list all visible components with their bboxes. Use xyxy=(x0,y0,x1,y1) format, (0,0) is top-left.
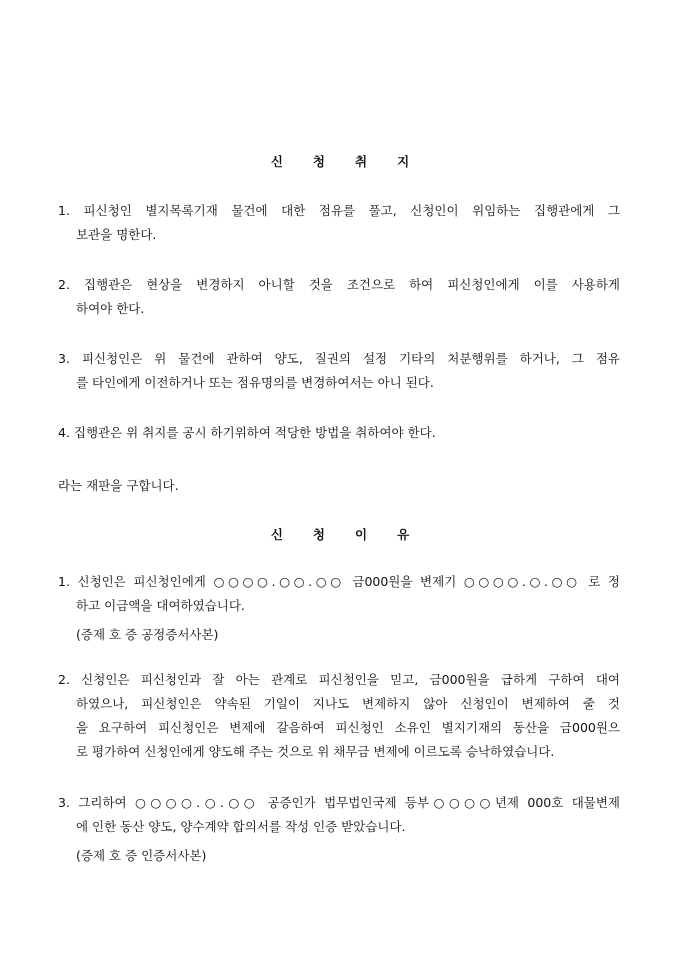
heading-char: 청 xyxy=(312,527,325,542)
reasons-item-3-evidence: (증제 호 증 인증서사본) xyxy=(76,848,207,863)
reasons-item-line: 로 평가하여 신청인에게 양도해 주는 것으로 위 채무금 변제에 이르도록 승낙하였습니다. xyxy=(76,744,555,759)
reasons-item-line: 에 인한 동산 양도, 양수계약 합의서를 작성 인증 받았습니다. xyxy=(76,819,406,834)
purpose-item-line: 4. 집행관은 위 취지를 공시 하기위하여 적당한 방법을 취하여야 한다. xyxy=(58,425,436,440)
purpose-item-line: 를 타인에게 이전하거나 또는 점유명의를 변경하여서는 아니 된다. xyxy=(76,375,434,390)
purpose-item-2 xyxy=(58,273,620,321)
heading-char: 신 xyxy=(270,527,283,542)
reasons-item-line: 2. 신청인은 피신청인과 잘 아는 관계로 피신청인을 믿고, 금000원을 급하게 구하여 대여 xyxy=(58,672,620,687)
reasons-item-3 xyxy=(58,791,620,839)
reasons-item-line: 을 요구하여 피신청인은 변제에 갈음하여 피신청인 소유인 별지기재의 동산을 금000원으 xyxy=(76,720,620,735)
purpose-closing: 라는 재판을 구합니다. xyxy=(58,478,179,493)
purpose-item-line: 2. 집행관은 현상을 변경하지 아니할 것을 조건으로 하여 피신청인에게 이를 사용하게 xyxy=(58,277,620,292)
reasons-item-line: 1. 신청인은 피신청인에게 ○○○○.○○.○○ 금000원을 변제기 ○○○○.○.○○ 로 정 xyxy=(58,574,620,589)
reasons-item-line: 하고 이금액을 대여하였습니다. xyxy=(76,598,245,613)
purpose-item-line: 1. 피신청인 별지목록기재 물건에 대한 점유를 풀고, 신청인이 위임하는 집행관에게 그 xyxy=(58,203,620,218)
reasons-item-line: 하였으나, 피신청인은 약속된 기일이 지나도 변제하지 않아 신청인이 변제하여 줄 것 xyxy=(76,696,620,711)
reasons-item-line: 3. 그리하여 ○○○○.○.○○ 공증인가 법무법인국제 등부○○○○년제 000호 대물변제 xyxy=(58,795,620,810)
heading-char: 이 xyxy=(355,527,368,542)
reasons-item-1 xyxy=(58,570,620,618)
purpose-item-4 xyxy=(58,421,620,445)
heading-char: 취 xyxy=(355,154,368,169)
reasons-item-1-evidence: (증제 호 증 공정증서사본) xyxy=(76,627,219,642)
purpose-item-1 xyxy=(58,199,620,247)
reasons-item-2 xyxy=(58,668,620,764)
purpose-item-line: 하여야 한다. xyxy=(76,301,145,316)
heading-char: 청 xyxy=(312,154,325,169)
heading-char: 유 xyxy=(397,527,410,542)
heading-char: 지 xyxy=(397,154,410,169)
heading-char: 신 xyxy=(270,154,283,169)
purpose-item-line: 3. 피신청인은 위 물건에 관하여 양도, 질권의 설정 기타의 처분행위를 하거나, 그 점유 xyxy=(58,351,620,366)
purpose-heading xyxy=(0,152,680,170)
purpose-item-line: 보관을 명한다. xyxy=(76,227,157,242)
purpose-item-3 xyxy=(58,347,620,395)
reasons-heading xyxy=(0,525,680,543)
